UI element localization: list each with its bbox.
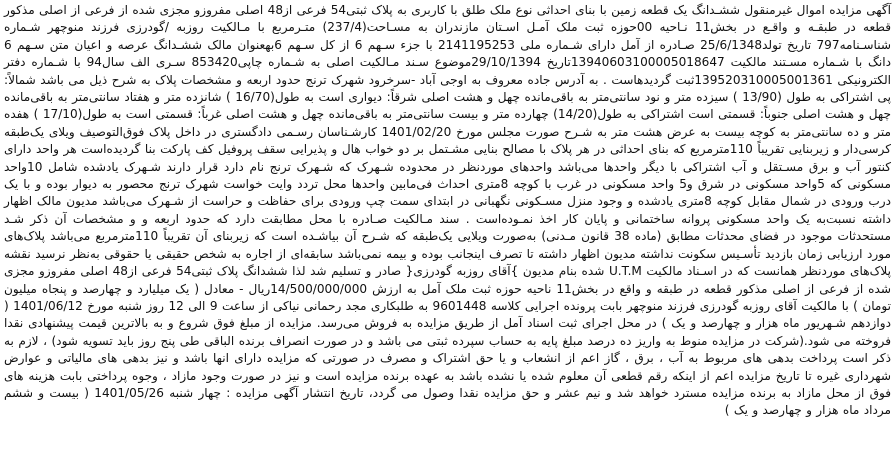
notice-body-text: آگهی مزایده اموال غیرمنقول ششـدانگ یک قطعه زمین با بنای احداثی نوع ملک طلق با کاربری به پلاک ثبتی54 فرعی از48 اصلی مفروزو مجزی شده از فرعی از اصلی مذکور قطعه در طبقـه و واقـع در بخش11 نـاحیه 00حوزه ثبت ملک آمـل اسـتان مازندران به مسـاحت(237/4) متـرمربع با مـالکیت روزبه /گودرزی فرزند منوچهر شـماره شناسـنامه797 تاریخ تولد25/6/1348 صـادره از آمل دارای شـماره ملی 2141195253 با جزء سـهم 6 از کل سـهم 6بهعنوان مالک ششـدانگ عرصه و اعیان متن سـهم 6 دانگ با شـماره مسـتند مالکیت 13940603100005018647تاریخ 29/10/1394موضوع سـند مـالکیت اصلی به شـماره چاپی853420 سـری الف سال94 با شـماره دفتر الکترونیکی 139520310005001361ثبت گردیدهاست . به آدرس جاده معروف به اوجی آباد -سرخرود شهرک ترنج حدود اربعه و مشخصات پلاک به شرح ذیل می باشد شمالاً: پی اشتراکی به طول (13/90 ) سیزده متر و نود سانتی‌متر به باقی‌مانده چهل و هشت اصلی شرقاً: دیواری است به طول(16/70 ) شانزده متر و هفتاد سانتی‌متر به باقی‌مانده چهل و هشت اصلی جنوباً: قسمتی است اشتراکی به طول(14/20) چهارده متر و بیست سانتی‌متر به باقی‌مانده چهل و هشت اصلی غرباً: قسمتی است به طول(17/10 ) هفده متر و ده سانتی‌متر به کوچه بیست به عرض هشت متر به شـرح صورت مجلس مورخ 1401/02/20 کارشـناسان رسـمی دادگستری در داخل پلاک فوق‌التوصیف ویلای یک‌طبقه کرسی‌دار و زیربنایی تقریباً 110مترمربع که بنای احداثی در هر پلاک با مصالح بنایی مشـتمل بر دو خواب هال و پذیرایی سقف پروفیل کف پارکت بنا گردیده‌است هر واحد دارای کنتور آب و برق مسـتقل و آب اشتراکی با دیگر واحدها می‌باشد واحدهای موردنظر در محدوده شـهرک که شـهرک ترنج نام دارد قرار دارند شـهرک یادشده شامل 10واحد مسکونی که 5واحد مسکونی در شرق و5 واحد مسکونی در غرب با کوچه 8متری احداث فی‌مابین واحدها محل تردد وایت خواست شهرک ترنج محصور به دیوار بوده و با یک درب ورودی در شمال مقابل کوچه 8متری یادشده و وجود منزل مسـکونی نگهبانی در ابتدای سمت چپ ورودی برای حفاظت و حراست از شـهرک می‌باشد مدیون مالک اظهار داشته نسبت‌به یک واحد مسکونی پروانه ساختمانی و پایان کار اخذ نمـوده‌است . سند مـالکیت صـادره با محل مطابقت دارد که حدود اربعه و و مشخصات آن ذکر شـد مستحدثات موجود در فضای محدثات مطابق (ماده 38 قانون مـدنی) به‌صورت ویلایی یک‌طبقه که شـرح آن بیاشـده است که زیربنای آن تقریباً 110مترمربع می‌باشد پلاک‌های مورد ارزیابی زمان بازدید تأسـیس سکونت نداشته مدیون اظهار داشته تا تصرف اینجانب بوده و بیمه نمی‌باشد سابقه‌ای از اجاره به شخص حقیقی یا حقوقی به‌نظر نرسید نقشه پلاک‌های موردنظر همانست که در اسـناد مالکیت U.T.M شده بنام مدیون }آقای روزبه گودرزی{ صادر و تسلیم شد لذا ششدانگ پلاک ثبتی54 فرعی از48 اصلی مفروزو مجزی شده از فرعی از اصلی مذکور قطعه در طبقه و واقع در بخش11 ناحیه حوزه ثبت ملک آمل به ارزش 14/500/000/000ریال - معادل ( یک میلیارد و چهارصد و پنجاه میلیون تومان ) با مالکیت آقای روزبه گودرزی فرزند منوچهر بابت پرونده اجرایی کلاسه 9601448 به طلبکاری مجد رحمانی نیاکی از ساعت 9 الی 12 روز شنبه مورخ 1401/06/12 ( دوازدهم شـهریور ماه هزار و چهارصد و یک ) در محل اجرای ثبت اسناد آمل از طریق مزایده به فروش می‌رسد. مزایده از مبلغ فوق شروع و به بالاترین قیمت پیشنهادی نقدا فروخته می شود.(شرکت در مزایده منوط به واریز ده درصد مبلغ پایه به حساب سپرده ثبتی می باشد و در صورت انصراف برنده الباقی طی پنج روز باید تسویه شود) ، لازم به ذکر است پرداخت بدهی های مربوط به آب ، برق ، گاز اعم از انشعاب و یا حق اشتراک و مصرف در صورتی که مزایده دارای انها باشد و نیز بدهی های مالیاتی و عوارض شهرداری غیره تا تاریخ مزایده اعم از اینکه رقم قطعی آن معلوم شده یا نشده باشد به عهده برنده مزایده است و نیز در صورت وجود مازاد ، وجوه پرداختی بابت هزینه های فوق از محل مازاد به برنده مزایده مسترد خواهد شد و نیم عشر و حق مزایده نقدا وصول می گردد، تاریخ انتشار آگهی مزایده : چهار شنبه 1401/05/26 ( بیست و ششم مرداد ماه هزار و چهارصد و یک ): [4, 3, 892, 418]
